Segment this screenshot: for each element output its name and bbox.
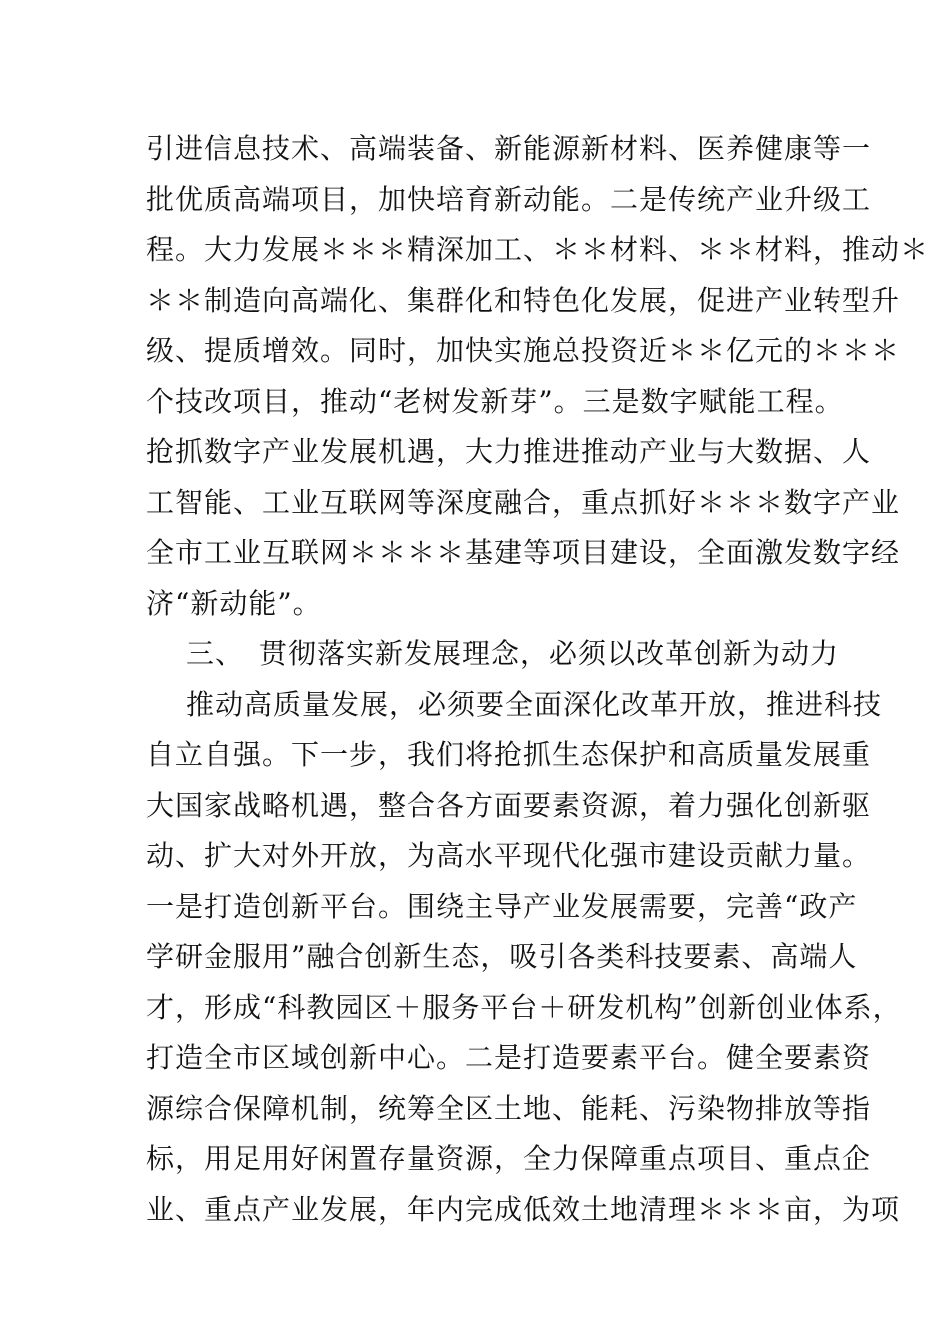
text-line: 动、扩大对外开放，为高水平现代化强市建设贡献力量。 <box>146 839 872 872</box>
text-line: 工智能、工业互联网等深度融合，重点抓好＊＊＊数字产业 <box>146 485 901 519</box>
text-line: 标，用足用好闲置存量资源，全力保障重点项目、重点企 <box>146 1142 872 1175</box>
text-line: 全市工业互联网＊＊＊＊基建等项目建设，全面激发数字经 <box>146 536 901 569</box>
body-text <box>146 124 930 1235</box>
text-line: 源综合保障机制，统筹全区土地、能耗、污染物排放等指 <box>146 1091 872 1125</box>
text-line: 业、重点产业发展，年内完成低效土地清理＊＊＊亩，为项 <box>146 1192 901 1226</box>
text-line: 济“新动能”。 <box>146 586 322 620</box>
text-line: 引进信息技术、高端装备、新能源新材料、医养健康等一 <box>146 132 872 165</box>
text-line: 批优质高端项目，加快培育新动能。二是传统产业升级工 <box>146 182 872 216</box>
text-line: 大国家战略机遇，整合各方面要素资源，着力强化创新驱 <box>146 788 872 822</box>
text-line: 程。大力发展＊＊＊精深加工、＊＊材料、＊＊材料，推动＊ <box>146 233 930 266</box>
section-heading: 三、 贯彻落实新发展理念，必须以改革创新为动力 <box>186 637 840 670</box>
text-line: 个技改项目，推动“老树发新芽”。三是数字赋能工程。 <box>146 384 844 418</box>
text-line: 抢抓数字产业发展机遇，大力推进推动产业与大数据、人 <box>146 435 872 468</box>
text-line: 打造全市区域创新中心。二是打造要素平台。健全要素资 <box>146 1041 872 1074</box>
text-line: ＊＊制造向高端化、集群化和特色化发展，促进产业转型升 <box>146 283 901 317</box>
text-line: 自立自强。下一步，我们将抢抓生态保护和高质量发展重 <box>146 738 872 771</box>
text-line: 才，形成“科教园区＋服务平台＋研发机构”创新创业体系， <box>146 990 902 1024</box>
text-line: 一是打造创新平台。围绕主导产业发展需要，完善“政产 <box>146 889 858 923</box>
text-line: 学研金服用”融合创新生态，吸引各类科技要素、高端人 <box>146 940 858 973</box>
paragraph-first-line: 推动高质量发展，必须要全面深化改革开放，推进科技 <box>186 687 883 721</box>
text-line: 级、提质增效。同时，加快实施总投资近＊＊亿元的＊＊＊ <box>146 334 901 367</box>
